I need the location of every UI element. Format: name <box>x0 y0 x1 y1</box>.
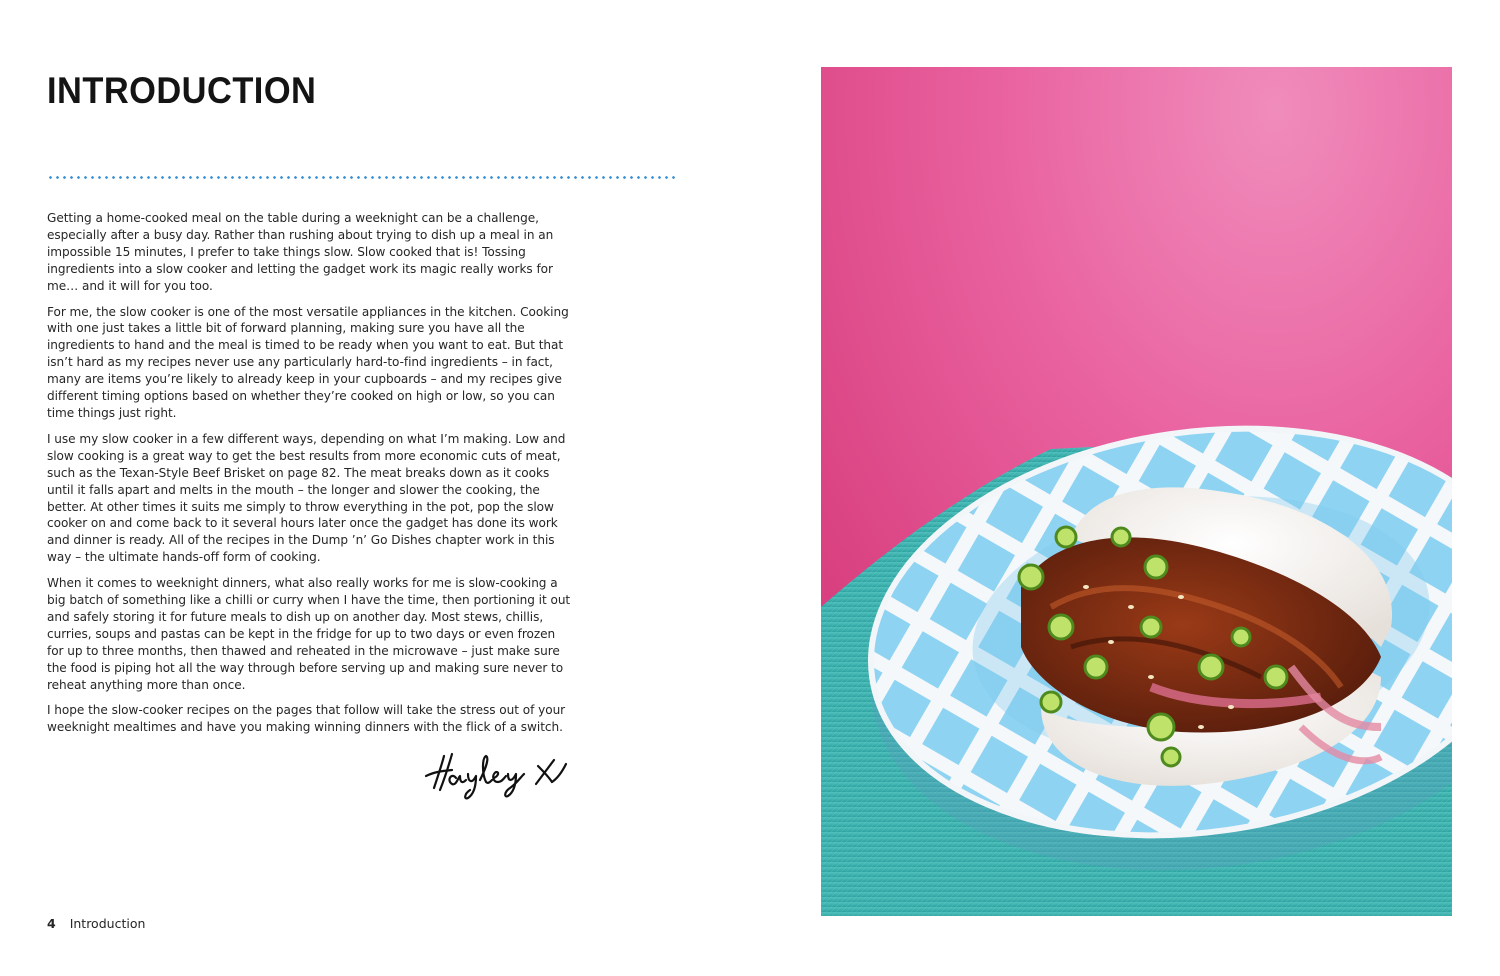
body-text <box>47 210 575 745</box>
page-title: INTRODUCTION <box>47 70 317 111</box>
page-footer <box>47 916 145 931</box>
paragraph-4: When it comes to weeknight dinners, what also really works for me is slow-cooking a big batch of something like a chilli or curry when I have the time, then portioning it out and safely storing it for future meals to dish up on another day. Most stews, chillis, curries, soups and pastas can be kept in the fridge for up to two days or even frozen for up to three months, then thawed and reheated in the microwave – just make sure the food is piping hot all the way through before serving up and making sure never to reheat anything more than once. <box>47 576 571 692</box>
paragraph-1: Getting a home-cooked meal on the table during a weeknight can be a challenge, especially after a busy day. Rather than rushing about trying to dish up a meal in an impossible 15 minutes, I prefer to take things slow. Slow cooked that is! Tossing ingredients into a slow cooker and letting the gadget work its magic really works for me… and it will for you too. <box>47 211 554 293</box>
page-number: 4 <box>47 916 56 931</box>
dotted-divider <box>47 176 679 179</box>
bao-bun <box>1021 487 1392 785</box>
paragraph-5: I hope the slow-cooker recipes on the pages that follow will take the stress out of your weeknight mealtimes and have you making winning dinners with the flick of a switch. <box>47 703 566 735</box>
paragraph-2: For me, the slow cooker is one of the most versatile appliances in the kitchen. Cooking with one just takes a little bit of forward planning, making sure you have all the ingredients to hand and the meal is timed to be ready when you want to eat. But that isn’t hard as my recipes never use any particularly hard-to-find ingredients – in fact, many are items you’re likely to already keep in your cupboards – and my recipes give different timing options based on whether they’re cooked on high or low, so you can time things just right. <box>47 304 569 420</box>
food-photo <box>821 67 1452 916</box>
handwritten-signature <box>420 742 580 802</box>
paragraph-3: I use my slow cooker in a few different ways, depending on what I’m making. Low and slow cooking is a great way to get the best results from more economic cuts of meat, such as the Texan-Style Beef Brisket on page 82. The meat breaks down as it cooks until it falls apart and melts in the mouth – the longer and slower the cooking, the better. At other times it suits me simply to throw everything in the pot, pop the slow cooker on and come back to it several hours later once the gadget has done its work and dinner is ready. All of the recipes in the Dump ’n’ Go Dishes chapter work in this way – the ultimate hands-off form of cooking. <box>47 431 566 565</box>
section-name: Introduction <box>69 916 146 931</box>
